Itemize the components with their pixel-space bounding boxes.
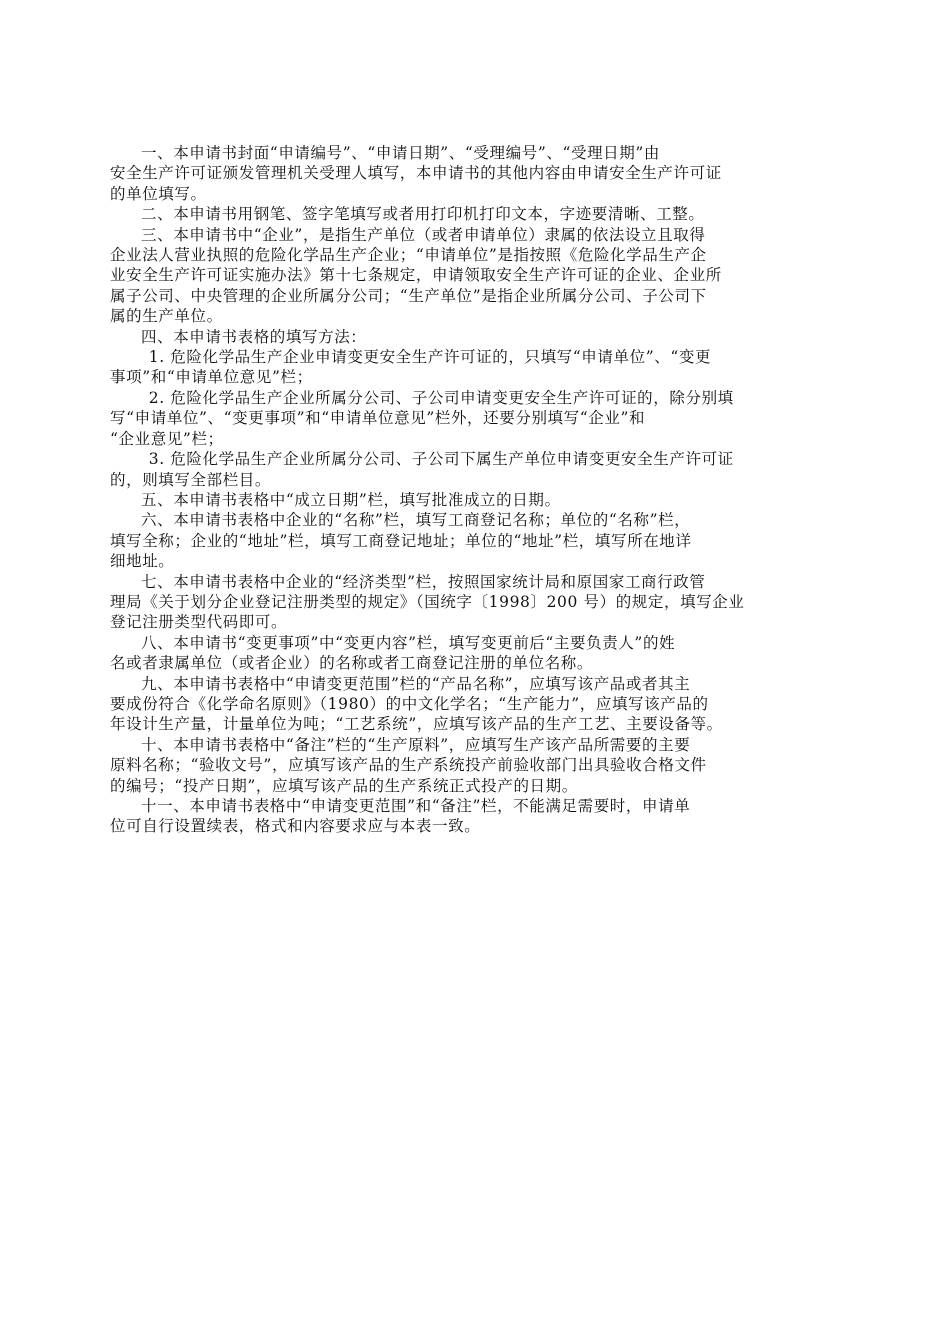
paragraph-2: 二、本申请书用钢笔、签字笔填写或者用打印机打印文本，字迹要清晰、工整。 bbox=[141, 205, 705, 224]
paragraph-4: 四、本申请书表格的填写方法： bbox=[141, 327, 367, 346]
paragraph-6: 六、本申请书表格中企业的“名称”栏，填写工商登记名称；单位的“名称”栏， 填写全称；企业的“地址”栏，填写工商登记地址；单位的“地址”栏，填写所在地详 细地址。 bbox=[110, 511, 692, 571]
paragraph-7: 七、本申请书表格中企业的“经济类型”栏，按照国家统计局和原国家工商行政管 理局《关于划分企业登记注册类型的规定》（国统字〔1998〕200 号）的规定，填写企业 登记注册类型代码即可。 bbox=[110, 572, 745, 632]
paragraph-11: 十一、本申请书表格中“申请变更范围”和“备注”栏，不能满足需要时，申请单 位可自行设置续表，格式和内容要求应与本表一致。 bbox=[110, 797, 691, 836]
paragraph-1: 一、本申请书封面“申请编号”、“申请日期”、“受理编号”、“受理日期”由 安全生产许可证颁发管理机关受理人填写，本申请书的其他内容由申请安全生产许可证 的单位填写。 bbox=[110, 144, 722, 203]
paragraph-5: 五、本申请书表格中“成立日期”栏，填写批准成立的日期。 bbox=[141, 490, 561, 509]
paragraph-3: 三、本申请书中“企业”，是指生产单位（或者申请单位）隶属的依法设立且取得 企业法人营业执照的危险化学品生产企业；“申请单位”是指按照《危险化学品生产企 业安全生产许可证实施办法》第十七条规定，申请领取安全生产许可证的企业、企业所 属子公司、中央管理的企业所属分公司；“生产单位”是指企业所属分公司、子公司下 属的生产单位。 bbox=[110, 225, 722, 326]
paragraph-4-item-2: 2. 危险化学品生产企业所属分公司、子公司申请变更安全生产许可证的，除分别填 写“申请单位”、“变更事项”和“申请单位意见”栏外，还要分别填写“企业”和 “企业意见”栏； bbox=[110, 388, 734, 448]
paragraph-4-item-1: 1. 危险化学品生产企业申请变更安全生产许可证的，只填写“申请单位”、“变更 事项”和“申请单位意见”栏； bbox=[110, 348, 712, 387]
instructions-text bbox=[110, 143, 850, 837]
paragraph-4-item-3: 3. 危险化学品生产企业所属分公司、子公司下属生产单位申请变更安全生产许可证 的，则填写全部栏目。 bbox=[110, 450, 734, 489]
paragraph-10: 十、本申请书表格中“备注”栏的“生产原料”，应填写生产该产品所需要的主要 原料名称；“验收文号”，应填写该产品的生产系统投产前验收部门出具验收合格文件 的编号；“投产日期”，应填写该产品的生产系统正式投产的日期。 bbox=[110, 735, 707, 795]
paragraph-9: 九、本申请书表格中“申请变更范围”栏的“产品名称”，应填写该产品或者其主 要成份符合《化学命名原则》（1980）的中文化学名；“生产能力”，应填写该产品的 年设计生产量，计量单位为吨；“工艺系统”，应填写该产品的生产工艺、主要设备等。 bbox=[110, 674, 723, 734]
paragraph-8: 八、本申请书“变更事项”中“变更内容”栏，填写变更前后“主要负责人”的姓 名或者隶属单位（或者企业）的名称或者工商登记注册的单位名称。 bbox=[110, 633, 676, 673]
